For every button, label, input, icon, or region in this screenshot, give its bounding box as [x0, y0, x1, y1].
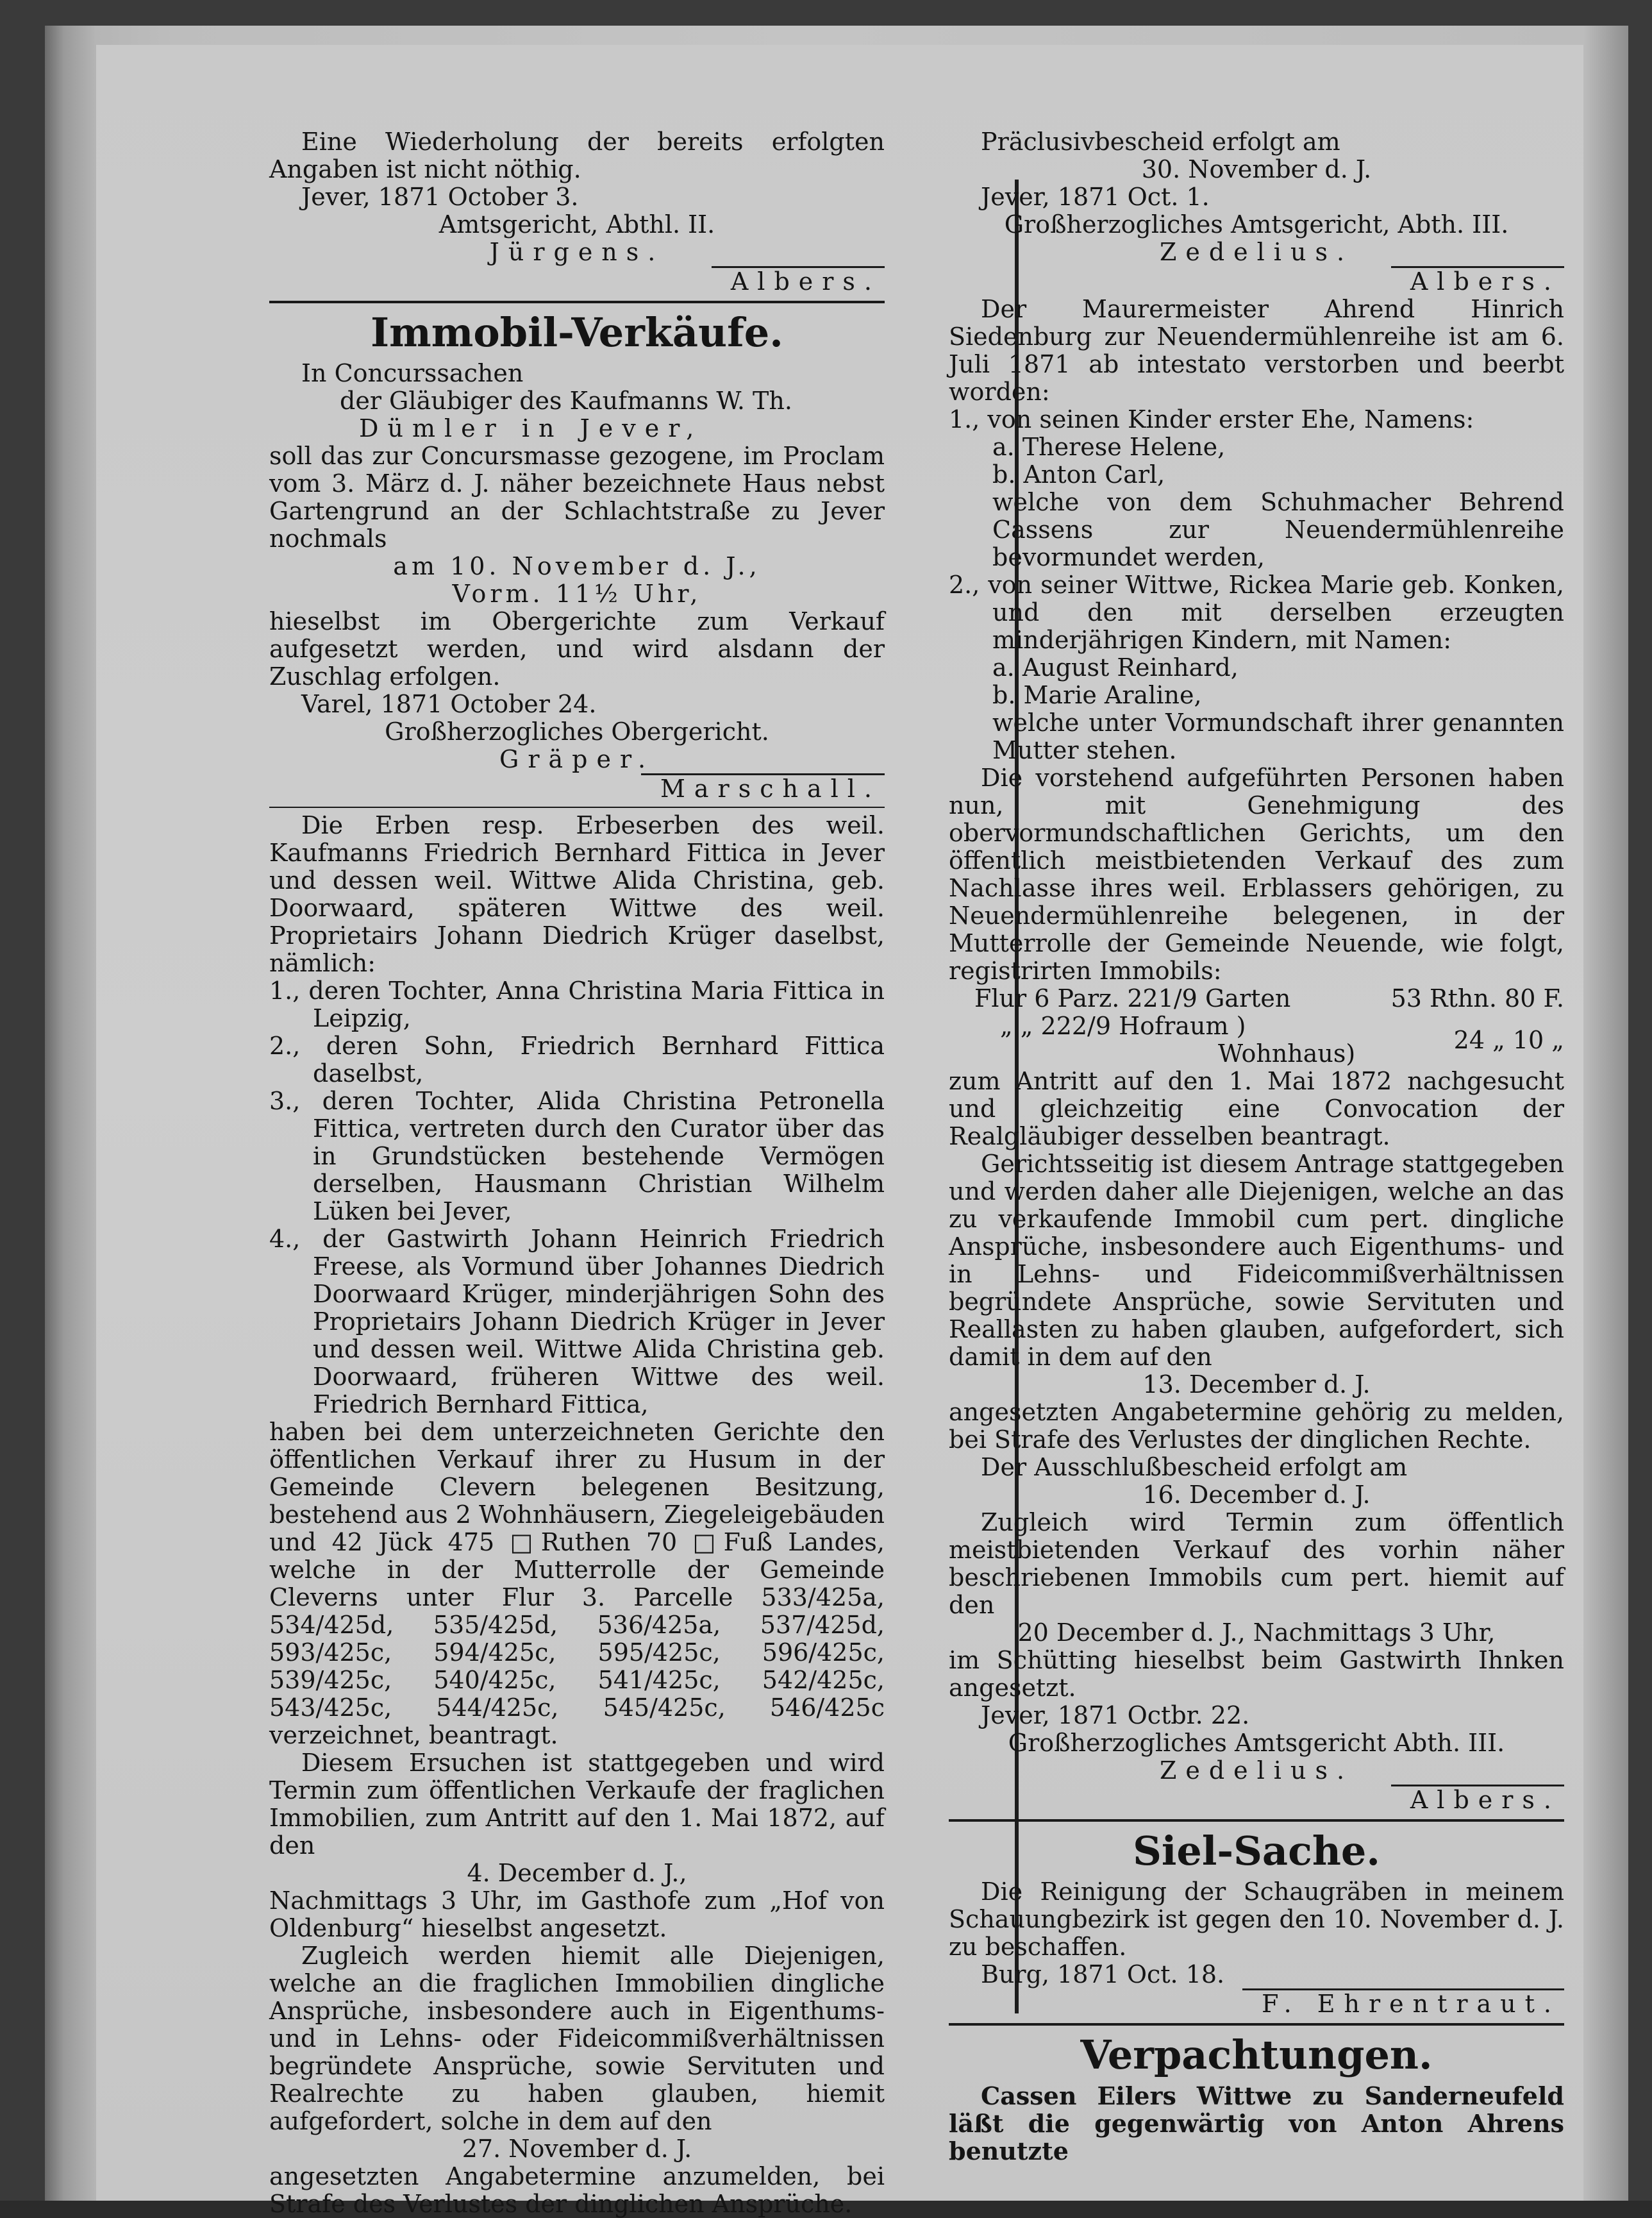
notice-text: welche unter Vormundschaft ihrer genannten Mutter stehen.	[992, 709, 1564, 764]
parcel-area: 53 Rthn. 80 F.	[1390, 984, 1564, 1012]
notice-text: Cassen Eilers Wittwe zu Sanderneufeld läßt die gegenwärtig von Anton Ahrens benutzte	[949, 2081, 1564, 2165]
parcel-row	[949, 985, 1564, 1012]
date-line: 27. November d. J.	[462, 2135, 692, 2163]
notice-text: Eine Wiederholung der bereits erfolgten Angaben ist nicht nöthig.	[269, 128, 885, 183]
list-item: 2., deren Sohn, Friedrich Bernhard Fittica daselbst,	[269, 1032, 885, 1088]
court-name: Großherzogliches Obergericht.	[385, 718, 769, 746]
signature-line	[949, 1988, 1564, 2018]
signature: Zedelius.	[1159, 238, 1354, 266]
parcel-description: Flur 6 Parz. 221/9 Garten	[974, 984, 1291, 1012]
section-heading: Verpachtungen.	[1080, 2031, 1433, 2078]
parcel-area: 24 „ 10 „	[1453, 1025, 1564, 1054]
signature: Gräper.	[499, 745, 655, 773]
clerk-name: Albers.	[712, 266, 885, 296]
clerk-line	[269, 266, 885, 296]
notice-text: Die Erben resp. Erbeserben des weil. Kaufmanns Friedrich Bernhard Fittica in Jever und dessen weil. Wittwe Alida Christina, geb. Doorwaard, späteren Wittwe des weil. Proprietairs Johann Diedrich Krüger daselbst, nämlich:	[269, 811, 885, 977]
date-line: 16. December d. J.	[1142, 1481, 1371, 1509]
date-line: 30. November d. J.	[1141, 155, 1372, 183]
notice-text: Die vorstehend aufgeführten Personen haben nun, mit Genehmigung des obervormundschaftlichen Gerichts, um den öffentlich meistbietenden Verkauf des zum Nachlasse ihres weil. Erblassers gehörigen, zu Neuendermühlenreihe belegenen, in der Mutterrolle der Gemeinde Neuende, wie folgt, registrirten Immobils:	[949, 764, 1564, 985]
notice-text: Dümler in Jever,	[359, 414, 703, 442]
section-rule	[949, 2023, 1564, 2026]
notice-text: im Schütting hieselbst beim Gastwirth Ihnken angesetzt.	[949, 1646, 1564, 1702]
clerk-line	[949, 1785, 1564, 1814]
clerk-line	[269, 773, 885, 803]
court-name: Großherzogliches Amtsgericht Abth. III.	[1008, 1729, 1505, 1757]
parcel-description-line: „ „ 222/9 Hofraum )	[1000, 1012, 1246, 1040]
list-item: 1., deren Tochter, Anna Christina Maria Fittica in Leipzig,	[269, 977, 885, 1032]
court-name: Großherzogliches Amtsgericht, Abth. III.	[1004, 210, 1509, 239]
notice-text: zum Antritt auf den 1. Mai 1872 nachgesucht und gleichzeitig eine Convocation der Realgläubiger desselben beantragt.	[949, 1067, 1564, 1150]
list-item: b. Marie Araline,	[992, 681, 1202, 709]
notice-text: Die Reinigung der Schaugräben in meinem Schauungbezirk ist gegen den 10. November d. J. zu beschaffen.	[949, 1878, 1564, 1961]
notice-text: Diesem Ersuchen ist stattgegeben und wird Termin zum öffentlichen Verkaufe der fraglichen Immobilien, zum Antritt auf den 1. Mai 1872, auf den	[269, 1749, 885, 1860]
list-item: a. August Reinhard,	[992, 653, 1239, 682]
parcel-row	[949, 1012, 1564, 1068]
list-item: 3., deren Tochter, Alida Christina Petronella Fittica, vertreten durch den Curator über das in Grundstücken bestehende Vermögen derselben, Hausmann Christian Wilhelm Lüken bei Jever,	[269, 1087, 885, 1225]
notice-text: Gerichtsseitig ist diesem Antrage stattgegeben und werden daher alle Diejenigen, welche an das zu verkaufende Immobil cum pert. dingliche Ansprüche, insbesondere auch Eigenthums- und in Lehns- und Fideicommißverhältnissen begründete Ansprüche, sowie Servituten und Reallasten zu haben glauben, aufgefordert, sich damit in dem auf den	[949, 1150, 1564, 1371]
notice-text: Präclusivbescheid erfolgt am	[981, 128, 1340, 156]
list-item: 1., von seinen Kinder erster Ehe, Namens:	[949, 405, 1474, 433]
signature: Jürgens.	[489, 238, 665, 266]
date-line: 13. December d. J.	[1142, 1370, 1371, 1399]
dateline: Jever, 1871 October 3.	[301, 183, 579, 211]
notice-text: haben bei dem unterzeichneten Gerichte den öffentlichen Verkauf ihrer zu Husum in der Gemeinde Clevern belegenen Besitzung, bestehend aus 2 Wohnhäusern, Ziegeleigebäuden und 42 Jück 475 □Ruthen 70 □Fuß Landes, welche in der Mutterrolle der Gemeinde Cleverns unter Flur 3. Parcelle 533/425a, 534/425d, 535/425d, 536/425a, 537/425d, 593/425c, 594/425c, 595/425c, 596/425c, 539/425c, 540/425c, 541/425c, 542/425c, 543/425c, 544/425c, 545/425c, 546/425c verzeichnet, beantragt.	[269, 1418, 885, 1749]
section-rule	[269, 301, 885, 303]
date-line: 4. December d. J.,	[467, 1859, 687, 1887]
list-item: 2., von seiner Wittwe, Rickea Marie geb. Konken, und den mit derselben erzeugten minderjährigen Kindern, mit Namen:	[949, 571, 1564, 654]
time-line: Vorm. 11½ Uhr,	[452, 580, 702, 608]
parcel-description	[1000, 1012, 1355, 1068]
section-heading: Siel-Sache.	[1133, 1827, 1380, 1874]
section-heading: Immobil-Verkäufe.	[371, 309, 783, 356]
signature: F. Ehrentraut.	[1242, 1988, 1564, 2018]
clerk-name: Marschall.	[641, 773, 885, 803]
date-line: 20 December d. J., Nachmittags 3 Uhr,	[1017, 1618, 1496, 1647]
court-name: Amtsgericht, Abthl. II.	[438, 210, 715, 239]
list-item: b. Anton Carl,	[992, 460, 1165, 489]
notice-text: In Concurssachen	[301, 359, 524, 387]
notice-text: angesetzten Angabetermine gehörig zu melden, bei Strafe des Verlustes der dinglichen Rechte.	[949, 1398, 1564, 1454]
notice-text: Der Ausschlußbescheid erfolgt am	[981, 1453, 1408, 1481]
dateline: Jever, 1871 Oct. 1.	[981, 183, 1210, 211]
list-item: a. Therese Helene,	[992, 433, 1226, 461]
date-line: am 10. November d. J.,	[393, 552, 761, 580]
notice-text: der Gläubiger des Kaufmanns W. Th.	[340, 387, 792, 415]
notice-text: angesetzten Angabetermine anzumelden, bei Strafe des Verlustes der dinglichen Ansprüche.	[269, 2162, 885, 2218]
left-column	[269, 128, 885, 2218]
clerk-line	[949, 266, 1564, 296]
parcel-description-line: Wohnhaus)	[1218, 1039, 1356, 1068]
section-rule	[949, 1819, 1564, 1822]
notice-text: soll das zur Concursmasse gezogene, im Proclam vom 3. März d. J. näher bezeichnete Haus nebst Gartengrund an der Schlachtstraße zu Jever nochmals	[269, 442, 885, 553]
list-item: 4., der Gastwirth Johann Heinrich Friedrich Freese, als Vormund über Johannes Diedrich Doorwaard Krüger, minderjährigen Sohn des Proprietairs Johann Diedrich Krüger in Jever und dessen weil. Wittwe Alida Christina geb. Doorwaard, früheren Wittwe des weil. Friedrich Bernhard Fittica,	[269, 1225, 885, 1418]
notice-text: Der Maurermeister Ahrend Hinrich Siedenburg zur Neuendermühlenreihe ist am 6. Juli 1871 ab intestato verstorben und beerbt worden:	[949, 295, 1564, 406]
notice-text: hieselbst im Obergerichte zum Verkauf aufgesetzt werden, und wird alsdann der Zuschlag erfolgen.	[269, 607, 885, 691]
clerk-name: Albers.	[1391, 266, 1564, 296]
notice-text: welche von dem Schuhmacher Behrend Cassens zur Neuendermühlenreihe bevormundet werden,	[992, 488, 1564, 571]
dateline: Jever, 1871 Octbr. 22.	[981, 1701, 1250, 1729]
notice-text: Nachmittags 3 Uhr, im Gasthofe zum „Hof von Oldenburg“ hieselbst angesetzt.	[269, 1886, 885, 1942]
right-column	[949, 128, 1564, 2165]
notice-text: Zugleich wird Termin zum öffentlich meistbietenden Verkauf des vorhin näher beschriebenen Immobils cum pert. hiemit auf den	[949, 1508, 1564, 1619]
dateline: Varel, 1871 October 24.	[301, 690, 597, 718]
signature: Zedelius.	[1159, 1756, 1354, 1785]
dateline: Burg, 1871 Oct. 18.	[981, 1960, 1225, 1988]
notice-text: Zugleich werden hiemit alle Diejenigen, welche an die fraglichen Immobilien dingliche Ansprüche, insbesondere auch in Eigenthums- und in Lehns- oder Fideicommißverhältnissen begründete Ansprüche, sowie Servituten und Realrechte zu haben glauben, hiemit aufgefordert, solche in dem auf den	[269, 1942, 885, 2135]
section-rule	[269, 807, 885, 808]
clerk-name: Albers.	[1391, 1785, 1564, 1814]
